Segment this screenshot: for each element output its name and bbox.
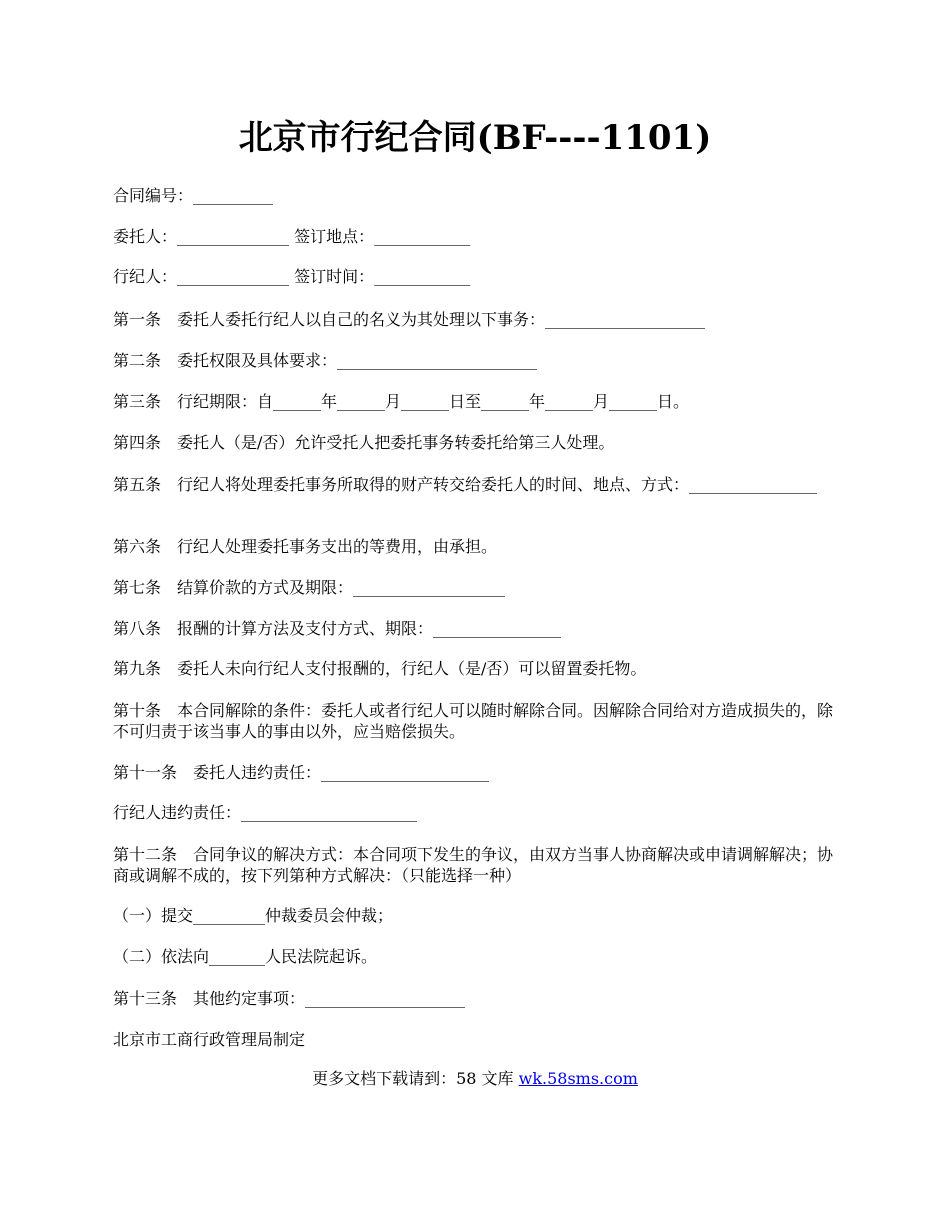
article-10: 第十条 本合同解除的条件：委托人或者行纪人可以随时解除合同。因解除合同给对方造成损失的，除不可归责于该当事人的事由以外，应当赔偿损失。	[113, 701, 834, 741]
article-5: 第五条 行纪人将处理委托事务所取得的财产转交给委托人的时间、地点、方式：________________	[113, 475, 818, 494]
litigation-option: （二）依法向_______人民法院起诉。	[113, 947, 378, 966]
article-3: 第三条 行纪期限：自______年______月______日至______年______月______日。	[113, 392, 690, 411]
document-title: 北京市行纪合同(BF----1101)	[238, 118, 712, 158]
footer-text: 更多文档下载请到：58 文库	[312, 1069, 519, 1088]
article-4: 第四条 委托人（是/否）允许受托人把委托事务转委托给第三人处理。	[113, 433, 615, 452]
article-13: 第十三条 其他约定事项：____________________	[113, 989, 466, 1008]
contract-number-line: 合同编号：__________	[113, 186, 274, 205]
footer-link[interactable]: wk.58sms.com	[518, 1069, 638, 1088]
broker-liability-line: 行纪人违约责任：______________________	[113, 803, 418, 822]
article-11: 第十一条 委托人违约责任：_____________________	[113, 763, 490, 782]
article-1: 第一条 委托人委托行纪人以自己的名义为其处理以下事务：____________________	[113, 310, 706, 329]
article-6: 第六条 行纪人处理委托事务支出的等费用，由承担。	[113, 537, 498, 556]
article-12: 第十二条 合同争议的解决方式：本合同项下发生的争议，由双方当事人协商解决或申请调解解决；协商或调解不成的，按下列第种方式解决：（只能选择一种）	[113, 845, 834, 885]
article-8: 第八条 报酬的计算方法及支付方式、期限：________________	[113, 619, 562, 638]
article-9: 第九条 委托人未向行纪人支付报酬的，行纪人（是/否）可以留置委托物。	[113, 659, 647, 678]
issuer-line: 北京市工商行政管理局制定	[113, 1030, 306, 1049]
principal-line: 委托人：______________ 签订地点：____________	[113, 227, 471, 246]
broker-line: 行纪人：______________ 签订时间：____________	[113, 267, 471, 286]
footer	[0, 1069, 950, 1089]
article-2: 第二条 委托权限及具体要求：_________________________	[113, 351, 538, 370]
arbitration-option: （一）提交_________仲裁委员会仲裁；	[113, 906, 394, 925]
article-7: 第七条 结算价款的方式及期限：___________________	[113, 578, 506, 597]
